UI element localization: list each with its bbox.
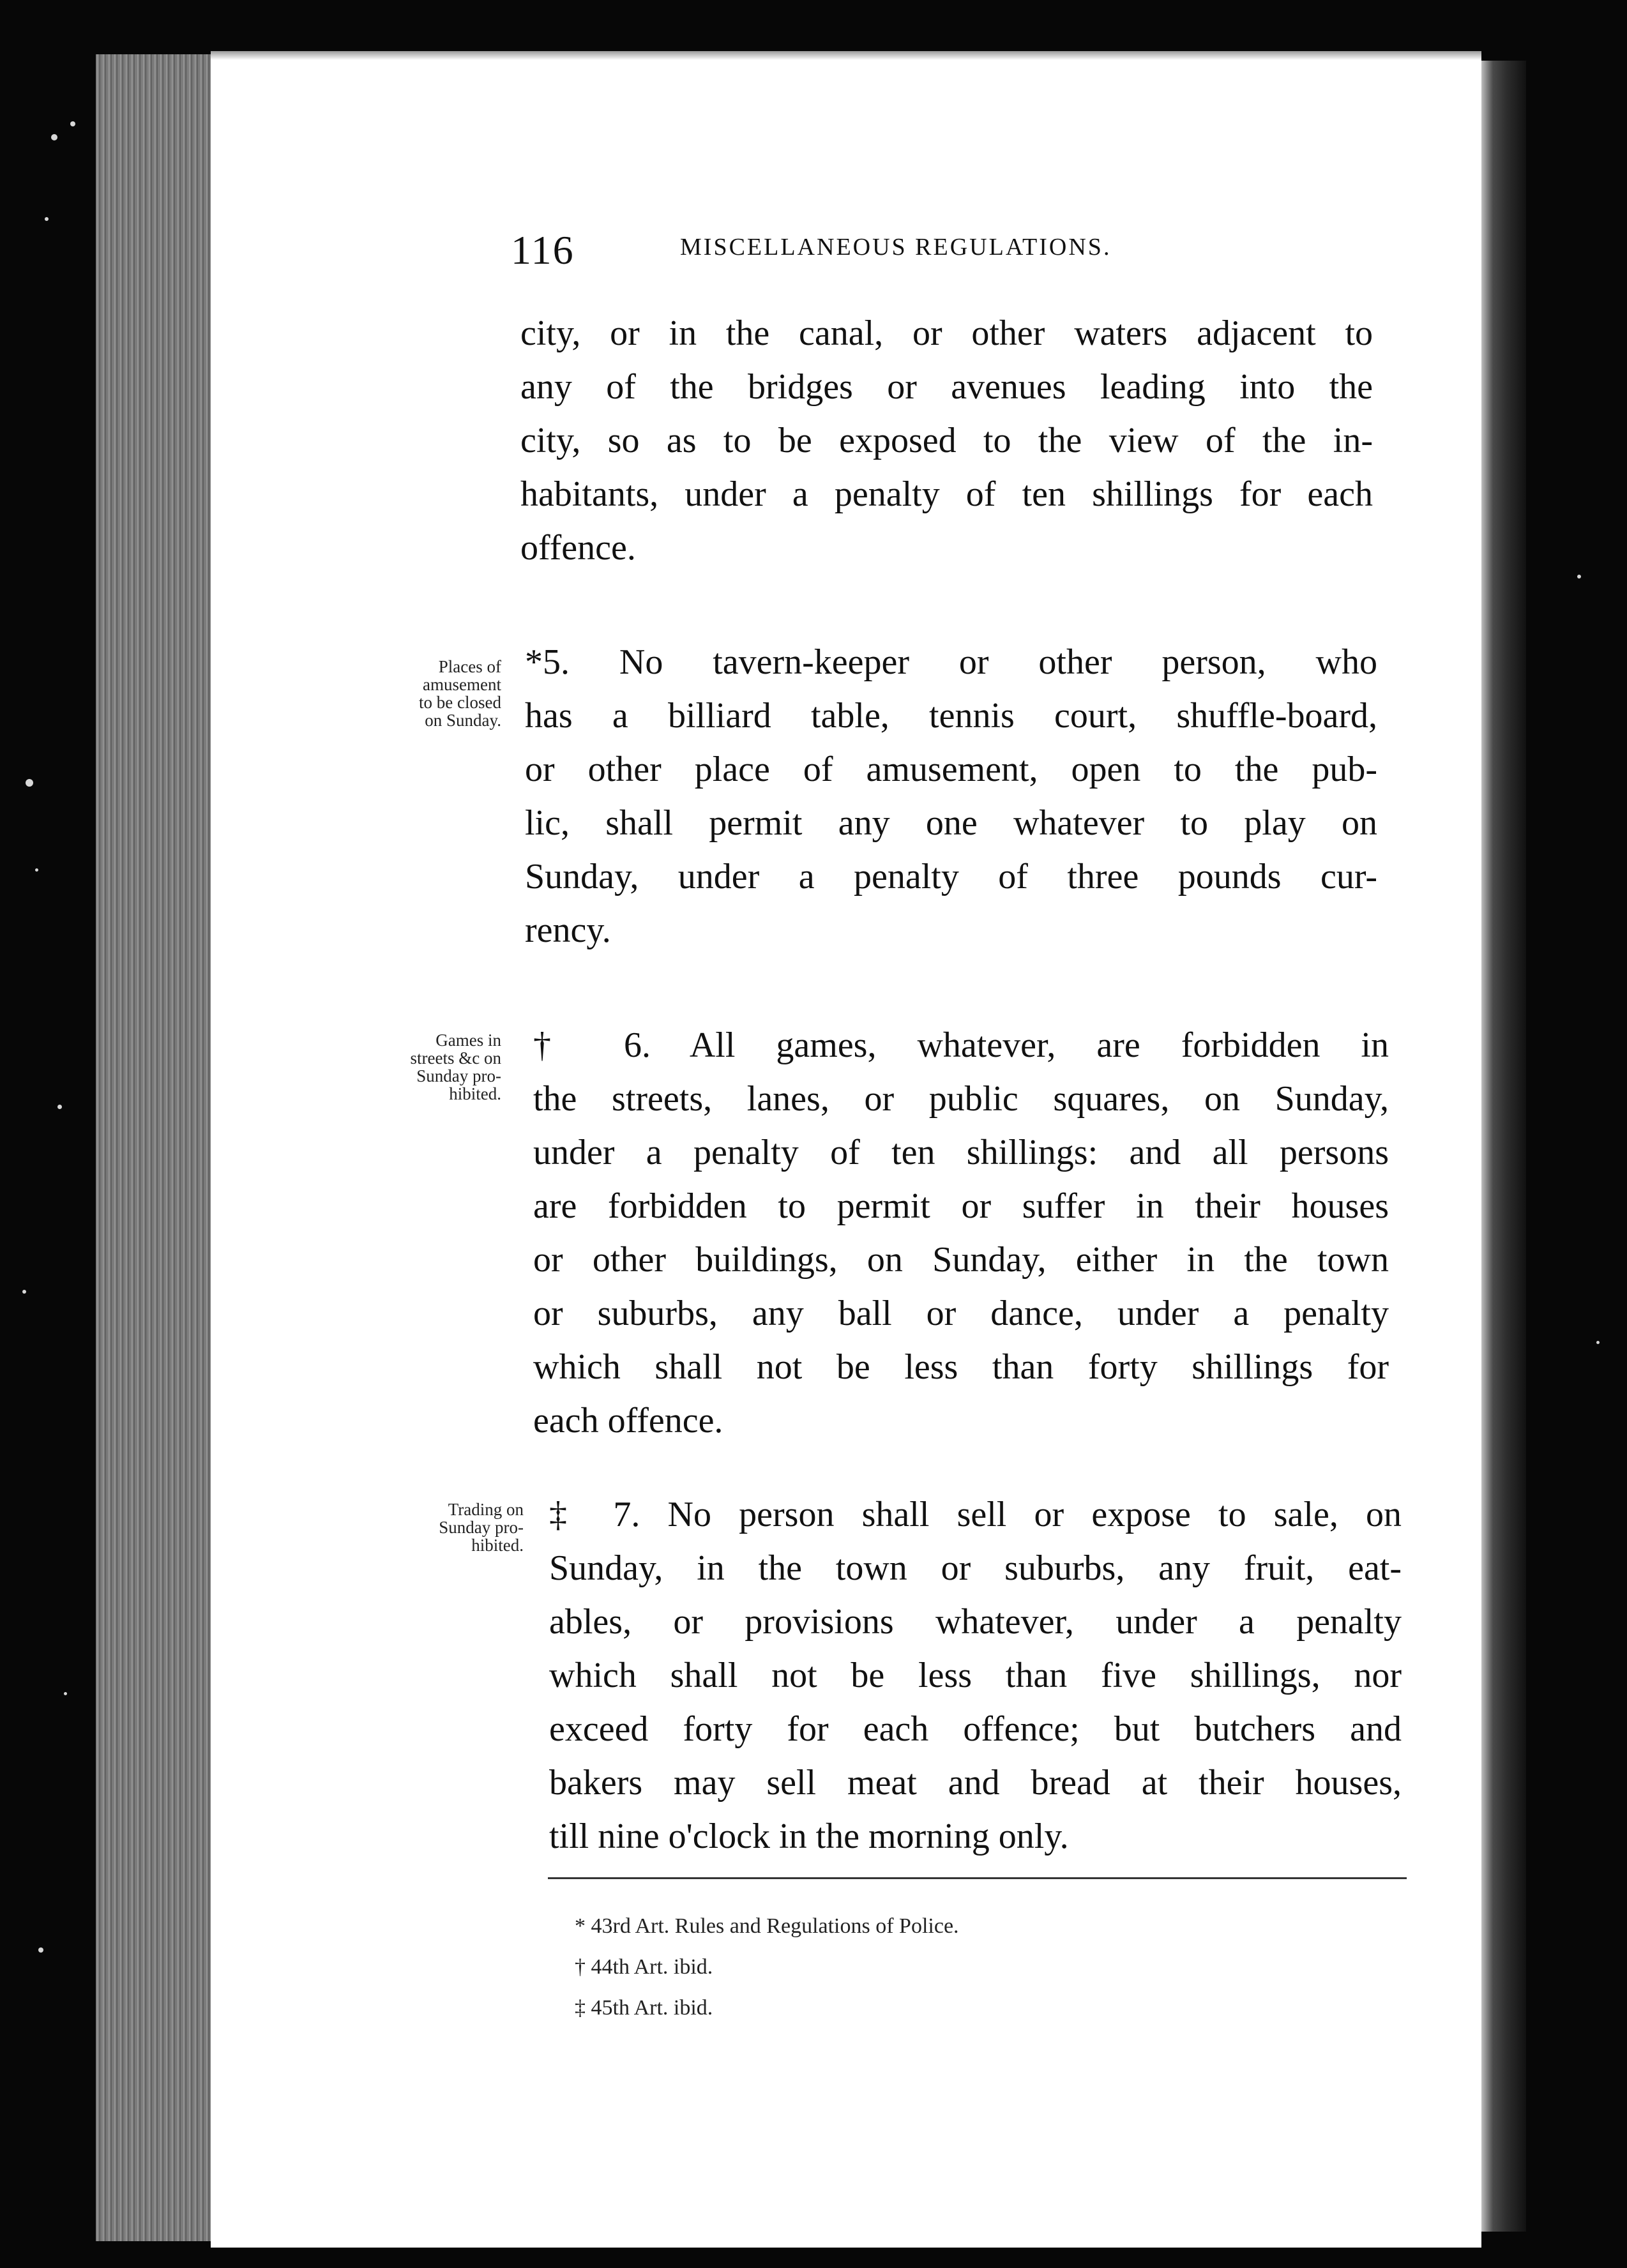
scan-speck — [35, 868, 38, 872]
text-line: has a billiard table, tennis court, shuffle-board, — [525, 696, 1377, 736]
margin-note-line: to be closed — [419, 693, 501, 712]
margin-note-line: hibited. — [449, 1084, 501, 1103]
text-line: which shall not be less than five shillings, nor — [549, 1656, 1402, 1695]
scan-speck — [70, 121, 75, 126]
text-line: or suburbs, any ball or dance, under a penalty — [533, 1294, 1389, 1333]
footnote: ‡ 45th Art. ibid. — [575, 1996, 713, 2020]
footnote: * 43rd Art. Rules and Regulations of Police. — [575, 1914, 959, 1938]
text-line: bakers may sell meat and bread at their houses, — [549, 1763, 1402, 1803]
margin-note-line: amusement — [423, 675, 501, 694]
text-line: city, or in the canal, or other waters adjacent to — [520, 314, 1373, 353]
scan-speck — [38, 1947, 43, 1953]
footnote-rule — [548, 1877, 1407, 1879]
text-line: habitants, under a penalty of ten shillings for each — [520, 474, 1373, 514]
text-line: any of the bridges or avenues leading into the — [520, 367, 1373, 407]
margin-note-line: on Sunday. — [425, 711, 501, 730]
text-line: ‡ 7. No person shall sell or expose to sale, on — [549, 1495, 1402, 1534]
text-line: till nine o'clock in the morning only. — [549, 1817, 1069, 1856]
section-7-paragraph — [549, 1488, 1402, 1863]
text-line: the streets, lanes, or public squares, on Sunday, — [533, 1079, 1389, 1119]
margin-note-places-of-amusement — [354, 658, 501, 729]
margin-note-trading-on-sunday — [377, 1501, 524, 1554]
section-6-paragraph — [533, 1018, 1389, 1448]
footnotes — [575, 1906, 959, 2029]
running-head — [511, 227, 1232, 278]
scan-speck — [26, 779, 33, 787]
scan-speck — [1596, 1341, 1600, 1344]
page-binding-shadow — [1481, 61, 1526, 2232]
text-line: Sunday, in the town or suburbs, any fruit, eat- — [549, 1548, 1402, 1588]
margin-note-line: hibited. — [471, 1536, 524, 1555]
margin-note-line: Trading on — [448, 1500, 524, 1519]
scan-speck — [57, 1105, 62, 1109]
scan-speck — [1577, 575, 1581, 578]
text-line: *5. No tavern-keeper or other person, who — [525, 642, 1377, 682]
margin-note-line: Places of — [438, 657, 501, 676]
text-line: or other place of amusement, open to the pub- — [525, 750, 1377, 789]
text-line: are forbidden to permit or suffer in their houses — [533, 1186, 1389, 1226]
page-edges — [96, 54, 223, 2241]
text-line: city, so as to be exposed to the view of the in- — [520, 421, 1373, 460]
section-5-paragraph — [525, 635, 1377, 957]
margin-note-games-in-streets — [354, 1031, 501, 1103]
margin-note-line: Sunday pro- — [416, 1066, 501, 1085]
text-line: rency. — [525, 911, 611, 950]
scan-speck — [64, 1692, 67, 1695]
text-line: ables, or provisions whatever, under a penalty — [549, 1602, 1402, 1642]
scan-speck — [22, 1290, 26, 1294]
margin-note-line: Games in — [435, 1031, 501, 1050]
page-top-shadow — [211, 51, 1481, 60]
text-line: † 6. All games, whatever, are forbidden in — [533, 1025, 1389, 1065]
text-line: Sunday, under a penalty of three pounds cur- — [525, 857, 1377, 896]
text-line: which shall not be less than forty shillings for — [533, 1347, 1389, 1387]
text-line: or other buildings, on Sunday, either in the town — [533, 1240, 1389, 1280]
text-line: offence. — [520, 528, 636, 568]
margin-note-line: streets &c on — [410, 1048, 501, 1068]
scan-speck — [45, 217, 49, 221]
scan-speck — [51, 134, 57, 140]
page-number: 116 — [511, 227, 575, 273]
page-title: MISCELLANEOUS REGULATIONS. — [680, 234, 1112, 261]
text-line: exceed forty for each offence; but butchers and — [549, 1709, 1402, 1749]
text-line: under a penalty of ten shillings: and all persons — [533, 1133, 1389, 1172]
text-line: lic, shall permit any one whatever to play on — [525, 803, 1377, 843]
margin-note-line: Sunday pro- — [439, 1518, 524, 1537]
text-line: each offence. — [533, 1401, 723, 1440]
footnote: † 44th Art. ibid. — [575, 1955, 713, 1979]
continuation-paragraph — [520, 306, 1373, 575]
